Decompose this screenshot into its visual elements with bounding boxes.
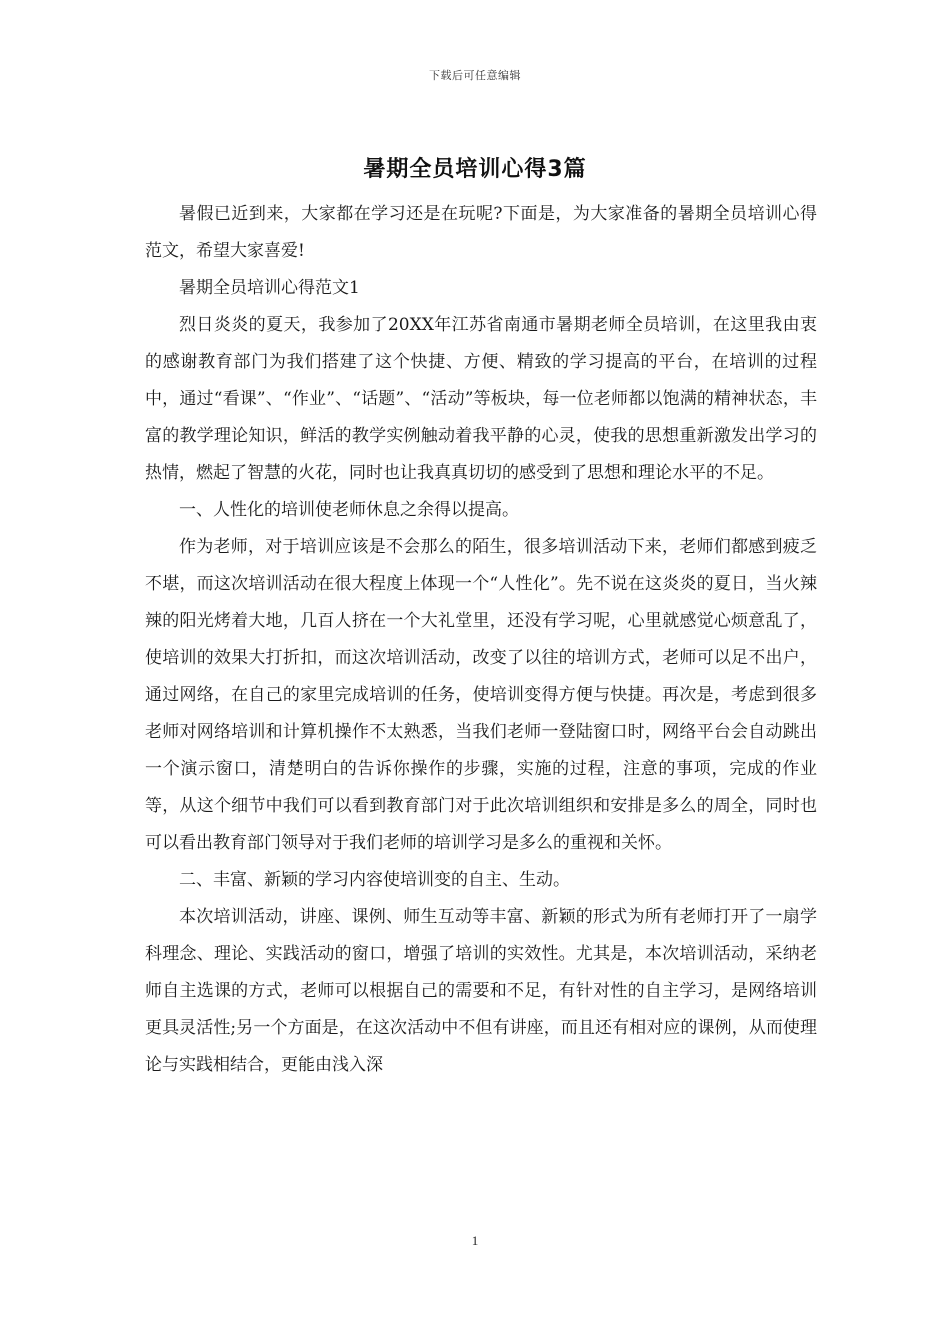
subsection-heading: 一、人性化的培训使老师休息之余得以提高。 [179,500,519,520]
subsection-heading: 二、丰富、新颖的学习内容使培训变的自主、生动。 [179,870,570,890]
body-paragraph: 作为老师，对于培训应该是不会那么的陌生，很多培训活动下来，老师们都感到疲乏不堪，而这次培训活动在很大程度上体现一个“人性化”。先不说在这炎炎的夏日，当火辣辣的阳光烤着大地，几百人挤在一个大礼堂里，还没有学习呢，心里就感觉心烦意乱了，使培训的效果大打折扣，而这次培训活动，改变了以往的培训方式，老师可以足不出户，通过网络，在自己的家里完成培训的任务，使培训变得方便与快捷。再次是，考虑到很多老师对网络培训和计算机操作不太熟悉，当我们老师一登陆窗口时，网络平台会自动跳出一个演示窗口，清楚明白的告诉你操作的步骤，实施的过程，注意的事项，完成的作业等，从这个细节中我们可以看到教育部门对于此次培训组织和安排是多么的周全，同时也可以看出教育部门领导对于我们老师的培训学习是多么的重视和关怀。 [145,537,817,853]
page-number: 1 [471,1233,479,1248]
body-paragraph: 本次培训活动，讲座、课例、师生互动等丰富、新颖的形式为所有老师打开了一扇学科理念、理论、实践活动的窗口，增强了培训的实效性。尤其是，本次培训活动，采纳老师自主选课的方式，老师可以根据自己的需要和不足，有针对性的自主学习，是网络培训更具灵活性;另一个方面是，在这次活动中不但有讲座，而且还有相对应的课例，从而使理论与实践相结合，更能由浅入深 [145,907,817,1075]
body-paragraph: 烈日炎炎的夏天，我参加了20XX年江苏省南通市暑期老师全员培训，在这里我由衷的感谢教育部门为我们搭建了这个快捷、方便、精致的学习提高的平台，在培训的过程中，通过“看课”、“作业”、“话题”、“活动”等板块，每一位老师都以饱满的精神状态，丰富的教学理论知识，鲜活的教学实例触动着我平静的心灵，使我的思想重新激发出学习的热情，燃起了智慧的火花，同时也让我真真切切的感受到了思想和理论水平的不足。 [145,315,817,483]
document-body [145,196,817,1084]
intro-paragraph: 暑假已近到来，大家都在学习还是在玩呢?下面是，为大家准备的暑期全员培训心得范文，希望大家喜爱! [145,204,817,261]
document-title: 暑期全员培训心得3篇 [363,157,587,182]
section-heading: 暑期全员培训心得范文1 [179,278,360,298]
header-note: 下载后可任意编辑 [429,69,521,82]
